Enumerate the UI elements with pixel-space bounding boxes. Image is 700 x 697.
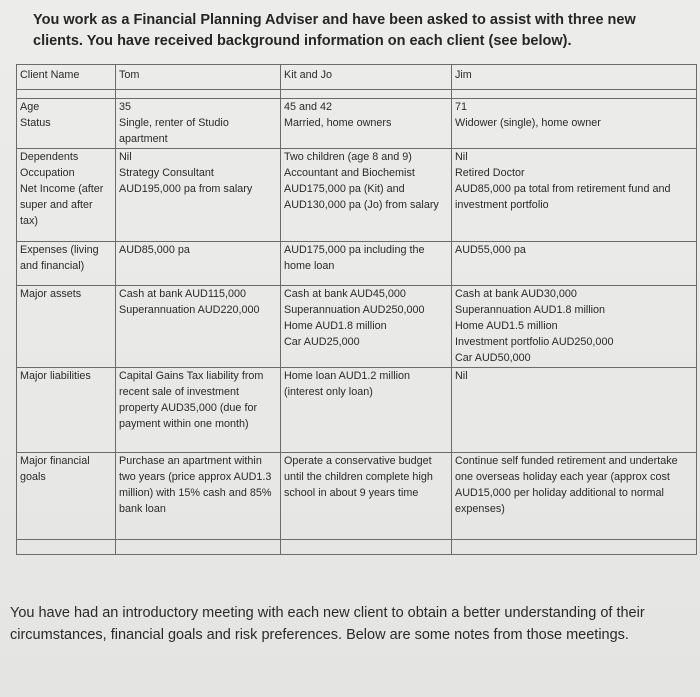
table-row-major-liabilities (17, 368, 697, 453)
table-row-major-assets (17, 286, 697, 368)
table-header-row (17, 65, 697, 90)
jim-age-status: 71 Widower (single), home owner (452, 99, 697, 149)
header-kit-jo: Kit and Jo (281, 65, 452, 90)
table-row-expenses (17, 242, 697, 286)
tom-financial-goals: Purchase an apartment within two years (price approx AUD1.3 million) with 15% cash and 85% bank loan (116, 453, 281, 540)
tom-major-assets: Cash at bank AUD115,000 Superannuation AUD220,000 (116, 286, 281, 368)
header-tom: Tom (116, 65, 281, 90)
tom-major-liabilities: Capital Gains Tax liability from recent sale of investment property AUD35,000 (due for payment within one month) (116, 368, 281, 453)
header-jim: Jim (452, 65, 697, 90)
jim-dependents-occupation-income: Nil Retired Doctor AUD85,000 pa total from retirement fund and investment portfolio (452, 149, 697, 242)
label-major-liabilities: Major liabilities (17, 368, 116, 453)
kitjo-major-liabilities: Home loan AUD1.2 million (interest only loan) (281, 368, 452, 453)
intro-paragraph: You work as a Financial Planning Adviser and have been asked to assist with three new clients. You have received background information on each client (see below). (33, 12, 636, 49)
label-age-status: Age Status (17, 99, 116, 149)
label-financial-goals: Major financial goals (17, 453, 116, 540)
jim-expenses: AUD55,000 pa (452, 242, 697, 286)
jim-major-assets: Cash at bank AUD30,000 Superannuation AUD1.8 million Home AUD1.5 million Investment portfolio AUD250,000 Car AUD50,000 (452, 286, 697, 368)
kitjo-age-status: 45 and 42 Married, home owners (281, 99, 452, 149)
header-client-name: Client Name (17, 65, 116, 90)
kitjo-major-assets: Cash at bank AUD45,000 Superannuation AUD250,000 Home AUD1.8 million Car AUD25,000 (281, 286, 452, 368)
kitjo-expenses: AUD175,000 pa including the home loan (281, 242, 452, 286)
label-dependents-occupation-income: Dependents Occupation Net Income (after super and after tax) (17, 149, 116, 242)
label-expenses: Expenses (living and financial) (17, 242, 116, 286)
jim-financial-goals: Continue self funded retirement and undertake one overseas holiday each year (approx cost AUD15,000 per holiday additional to normal expenses) (452, 453, 697, 540)
kitjo-financial-goals: Operate a conservative budget until the children complete high school in about 9 years time (281, 453, 452, 540)
tom-dependents-occupation-income: Nil Strategy Consultant AUD195,000 pa from salary (116, 149, 281, 242)
table-empty-row (17, 540, 697, 555)
table-spacer-row (17, 90, 697, 99)
kitjo-dependents-occupation-income: Two children (age 8 and 9) Accountant and Biochemist AUD175,000 pa (Kit) and AUD130,000 pa (Jo) from salary (281, 149, 452, 242)
tom-expenses: AUD85,000 pa (116, 242, 281, 286)
client-table (16, 64, 692, 557)
tom-age-status: 35 Single, renter of Studio apartment (116, 99, 281, 149)
jim-major-liabilities: Nil (452, 368, 697, 453)
table-row-financial-goals (17, 453, 697, 540)
table-row-dependents-occupation-income (17, 149, 697, 242)
meeting-notes-paragraph: You have had an introductory meeting with each new client to obtain a better understanding of their circumstances, financial goals and risk preferences. Below are some notes from those meetings. (10, 605, 645, 643)
label-major-assets: Major assets (17, 286, 116, 368)
table-row-age-status (17, 99, 697, 149)
